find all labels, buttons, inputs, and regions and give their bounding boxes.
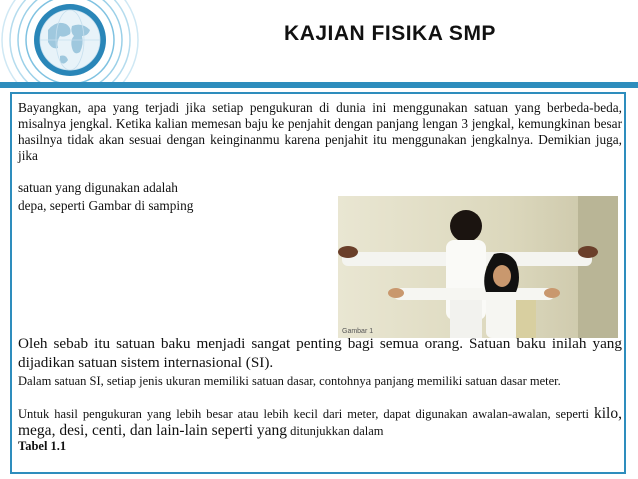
figure-depa-photo: [338, 196, 618, 338]
paragraph-intro-line6: depa, seperti Gambar di samping: [18, 198, 194, 213]
paragraph-intro-line5: satuan yang digunakan adalah: [18, 180, 178, 195]
figure-caption-tag: Gambar 1: [342, 328, 374, 335]
paragraph-si-base: Dalam satuan SI, setiap jenis ukuran memiliki satuan dasar, contohnya panjang memiliki satuan dasar meter.: [18, 374, 561, 388]
paragraph-standard-unit: Oleh sebab itu satuan baku menjadi sangat penting bagi semua orang. Satuan baku inilah yang dijadikan satuan sistem internasional (SI).: [18, 335, 622, 371]
prefix-text-b: kilo, mega, desi, centi, dan lain-lain seperti yang: [18, 405, 622, 439]
prefix-text-c: ditunjukkan dalam: [287, 423, 384, 438]
prefix-text-a: Untuk hasil pengukuran yang lebih besar atau lebih kecil dari meter, dapat digunakan awalan-awalan, seperti: [18, 407, 594, 421]
globe-icon: [0, 0, 140, 88]
slide-title: KAJIAN FISIKA SMP: [284, 22, 496, 45]
paragraph-intro: Bayangkan, apa yang terjadi jika setiap pengukuran di dunia ini menggunakan satuan yang berbeda-beda, misalnya jengkal. Ketika kalian memesan baju ke penjahit dengan panjang lengan 3 jengkal, kemungkinan besar hasilnya tidak akan sesuai dengan keinginanmu karena penjahit itu menggunakan jengkalnya. Demikian juga, jika: [18, 100, 622, 163]
slide-header: [0, 0, 638, 82]
paragraph-prefixes: [18, 406, 622, 455]
header-divider: [0, 82, 638, 88]
table-reference: Tabel 1.1: [18, 439, 67, 453]
